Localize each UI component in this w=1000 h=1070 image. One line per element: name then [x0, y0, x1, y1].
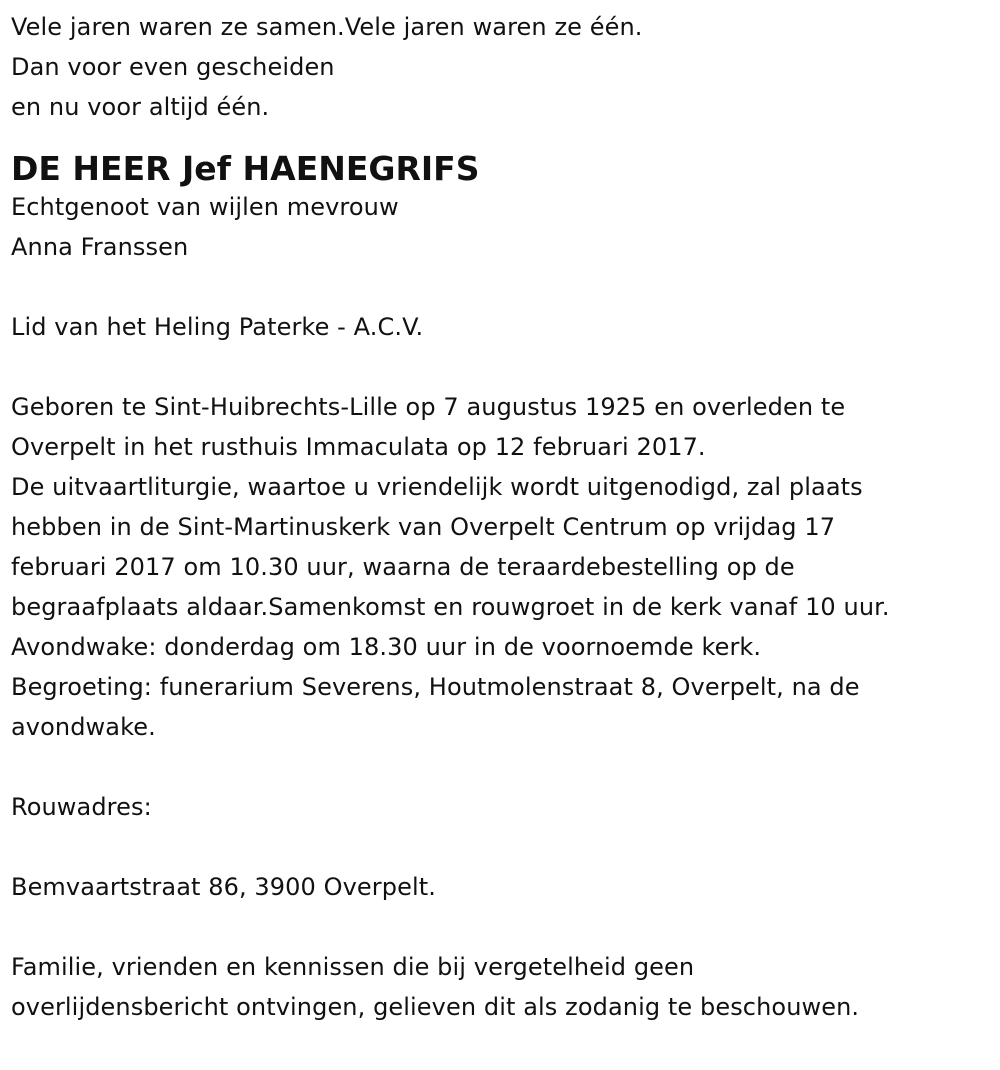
details-line: Overpelt in het rusthuis Immaculata op 12 februari 2017. — [11, 433, 706, 461]
poem — [11, 7, 991, 127]
closing-note — [11, 947, 991, 1027]
details-line: Avondwake: donderdag om 18.30 uur in de voornoemde kerk. — [11, 633, 762, 661]
funeral-details — [11, 387, 991, 747]
membership: Lid van het Heling Paterke - A.C.V. — [11, 313, 424, 341]
details-line: De uitvaartliturgie, waartoe u vriendelijk wordt uitgenodigd, zal plaats — [11, 473, 863, 501]
relation-line: Echtgenoot van wijlen mevrouw — [11, 193, 399, 221]
relation-line: Anna Franssen — [11, 233, 189, 261]
details-line: hebben in de Sint-Martinuskerk van Overpelt Centrum op vrijdag 17 — [11, 513, 836, 541]
poem-line: Dan voor even gescheiden — [11, 53, 335, 81]
address-label: Rouwadres: — [11, 793, 152, 821]
closing-line: Familie, vrienden en kennissen die bij vergetelheid geen — [11, 953, 695, 981]
details-line: februari 2017 om 10.30 uur, waarna de teraardebestelling op de — [11, 553, 795, 581]
details-line: Geboren te Sint-Huibrechts-Lille op 7 augustus 1925 en overleden te — [11, 393, 846, 421]
details-line: Begroeting: funerarium Severens, Houtmolenstraat 8, Overpelt, na de — [11, 673, 860, 701]
deceased-name: DE HEER Jef HAENEGRIFS — [11, 149, 480, 188]
poem-line: en nu voor altijd één. — [11, 93, 270, 121]
details-line: begraafplaats aldaar.Samenkomst en rouwgroet in de kerk vanaf 10 uur. — [11, 593, 890, 621]
address-value: Bemvaartstraat 86, 3900 Overpelt. — [11, 873, 436, 901]
obituary-notice — [11, 7, 991, 1027]
deceased-block — [11, 149, 991, 267]
closing-line: overlijdensbericht ontvingen, gelieven dit als zodanig te beschouwen. — [11, 993, 860, 1021]
details-line: avondwake. — [11, 713, 156, 741]
poem-line: Vele jaren waren ze samen.Vele jaren waren ze één. — [11, 13, 643, 41]
